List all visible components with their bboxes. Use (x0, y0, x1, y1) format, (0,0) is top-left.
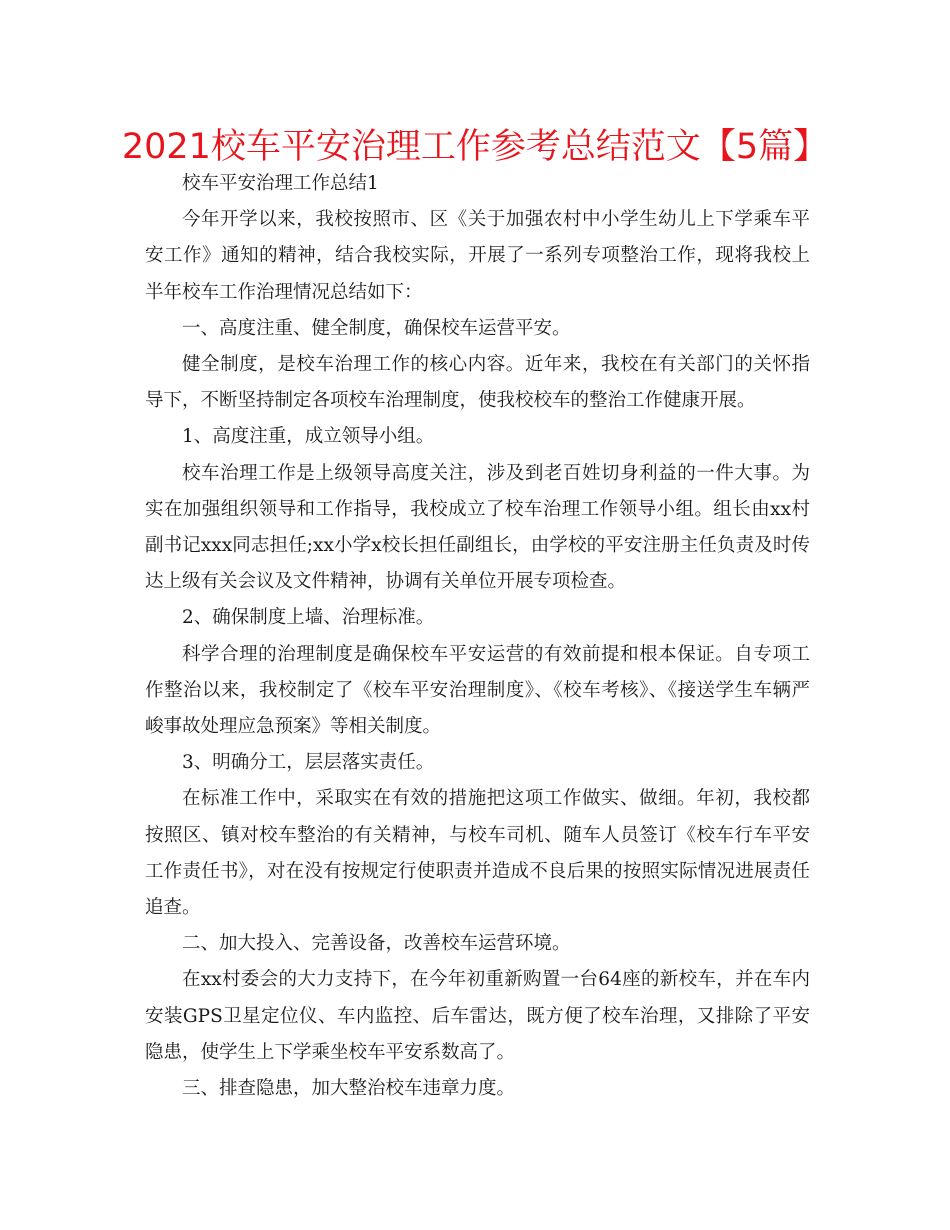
paragraph: 在标准工作中，采取实在有效的措施把这项工作做实、做细。年初，我校都按照区、镇对校车整治的有关精神，与校车司机、随车人员签订《校车行车平安工作责任书》，对在没有按规定行使职责并造成不良后果的按照实际情况进展责任追查。 (145, 788, 810, 919)
paragraph-heading: 三、排查隐患，加大整治校车违章力度。 (182, 1078, 516, 1100)
paragraph-heading: 二、加大投入、完善设备，改善校车运营环境。 (182, 933, 571, 955)
paragraph-subheading: 1、高度注重，成立领导小组。 (182, 426, 435, 448)
paragraph: 科学合理的治理制度是确保校车平安运营的有效前提和根本保证。自专项工作整治以来，我校制定了《校车平安治理制度》、《校车考核》、《接送学生车辆严峻事故处理应急预案》等相关制度。 (145, 643, 810, 738)
paragraph-heading: 一、高度注重、健全制度，确保校车运营平安。 (182, 317, 571, 339)
paragraph: 今年开学以来，我校按照市、区《关于加强农村中小学生幼儿上下学乘车平安工作》通知的精神，结合我校实际，开展了一系列专项整治工作，现将我校上半年校车工作治理情况总结如下： (145, 209, 810, 303)
paragraph: 校车治理工作是上级领导高度关注，涉及到老百姓切身利益的一件大事。为实在加强组织领导和工作指导，我校成立了校车治理工作领导小组。组长由xx村副书记xxx同志担任;xx小学x校长担任副组长，由学校的平安注册主任负责及时传达上级有关会议及文件精神，协调有关单位开展专项检查。 (145, 462, 810, 593)
paragraph-section-heading: 校车平安治理工作总结1 (182, 173, 379, 194)
paragraph-subheading: 2、确保制度上墙、治理标准。 (182, 607, 435, 629)
document-body (145, 166, 810, 1107)
paragraph: 健全制度，是校车治理工作的核心内容。近年来，我校在有关部门的关怀指导下，不断坚持制定各项校车治理制度，使我校校车的整治工作健康开展。 (145, 354, 810, 412)
document-title: 2021校车平安治理工作参考总结范文【5篇】 (121, 127, 829, 167)
paragraph-subheading: 3、明确分工，层层落实责任。 (182, 752, 435, 774)
paragraph: 在xx村委会的大力支持下，在今年初重新购置一台64座的新校车，并在车内安装GPS卫星定位仪、车内监控、后车雷达，既方便了校车治理，又排除了平安隐患，使学生上下学乘坐校车平安系数高了。 (145, 969, 810, 1063)
